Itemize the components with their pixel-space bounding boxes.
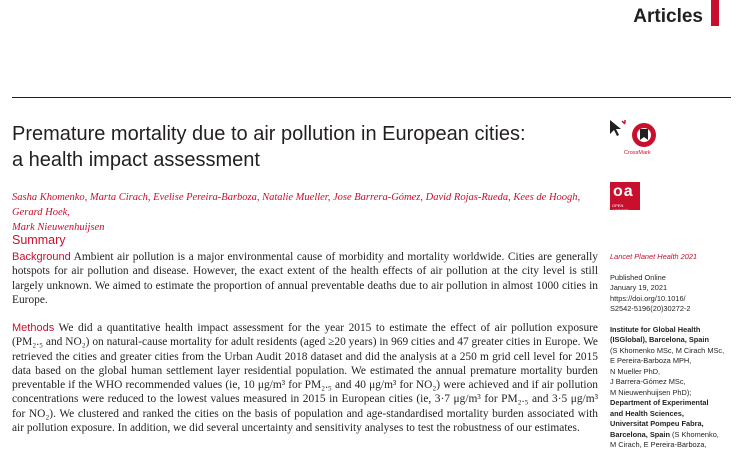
affiliation2-line4: Barcelona, Spain	[610, 429, 670, 439]
methods-text: We did a quantitative health impact assessment for the year 2015 to estimate the effect of air pollution exposure (PM₂.₅ and NO₂) on natural-cause mortality for adult residents (aged ≥20 years) in 969 cities and 47 greater cities in Europe. We retrieved the cities and greater cities from the Urban Audit 2018 dataset and did the analysis at a 250 m grid cell level for 2015 data based on the global human settlement layer residential population. We estimated the annual premature mortality burden preventable if the WHO recommended values (ie, 10 μg/m³ for PM₂.₅ and 40 μg/m³ for NO₂) were achieved and if air pollution concentrations were reduced to the lowest values measured in 2015 in European cities (ie, 3·7 μg/m³ for PM₂.₅ and 3·5 μg/m³ for NO₂). We clustered and ranked the cities on the basis of population and age-standardised mortality burden associated with air pollution exposure. In addition, we did several uncertainty and sensitivity analyses to test the robustness of our estimates.	[12, 322, 598, 435]
background-label: Background	[12, 251, 71, 263]
author-line2: Mark Nieuwenhuijsen	[12, 222, 105, 233]
affiliation1-authors2: E Pereira-Barboza MPH,	[610, 356, 692, 365]
doi-line2[interactable]: S2542-5196(20)30272-2	[610, 304, 691, 313]
affiliation2-authors1: (S Khomenko,	[669, 429, 719, 439]
article-title-line2: a health impact assessment	[12, 149, 260, 171]
section-color-tab	[711, 0, 719, 26]
methods-label: Methods	[12, 322, 55, 334]
published-label: Published Online	[610, 272, 666, 282]
summary-heading: Summary	[12, 233, 66, 247]
crossmark-label: CrossMark	[624, 150, 651, 156]
author-line1: Sasha Khomenko, Marta Cirach, Evelise Pereira-Barboza, Natalie Mueller, Jose Barrera-Gómez, David Rojas-Rueda, Kees de Hoogh, Gerard Hoek,	[12, 192, 581, 218]
affiliation1-authors3: N Mueller PhD,	[610, 366, 661, 376]
background-paragraph	[12, 250, 598, 307]
doi-line1[interactable]: https://doi.org/10.1016/	[610, 293, 686, 303]
article-sidebar	[610, 252, 736, 451]
affiliation2-line2: and Health Sciences,	[610, 408, 684, 418]
header-divider	[12, 97, 731, 98]
open-access-badge	[610, 182, 640, 213]
affiliation2-authors2: M Cirach, E Pereira-Barboza,	[610, 440, 707, 449]
affiliation1-line2: (ISGlobal), Barcelona, Spain	[610, 335, 709, 344]
affiliation1-authors5: M Nieuwenhuijsen PhD);	[610, 387, 692, 397]
article-title-line1: Premature mortality due to air pollution in European cities:	[12, 123, 526, 145]
affiliation1-line1: Institute for Global Health	[610, 324, 701, 334]
affiliation1-authors4: J Barrera-Gómez MSc,	[610, 377, 686, 386]
published-date: January 19, 2021	[610, 283, 668, 292]
journal-citation: Lancet Planet Health 2021	[610, 252, 698, 261]
article-title	[12, 121, 602, 173]
section-label: Articles	[633, 6, 703, 27]
background-text: Ambient air pollution is a major environmental cause of morbidity and mortality worldwide. Cities are generally hotspots for air pollution and disease. However, the exact extent of the health effects of air pollution at the city level is still largely unknown. We aimed to estimate the proportion of annual preventable deaths due to air pollution in almost 1000 cities in Europe.	[12, 251, 598, 306]
open-access-logo-text: oa	[613, 183, 634, 200]
affiliation2-line1: Department of Experimental	[610, 398, 709, 407]
affiliation1-authors1: (S Khomenko MSc, M Cirach MSc,	[610, 345, 725, 355]
methods-paragraph	[12, 321, 598, 435]
affiliation2-line3: Universitat Pompeu Fabra,	[610, 419, 704, 428]
open-access-label: OPEN ACCESS	[612, 203, 629, 213]
author-list	[12, 190, 600, 235]
